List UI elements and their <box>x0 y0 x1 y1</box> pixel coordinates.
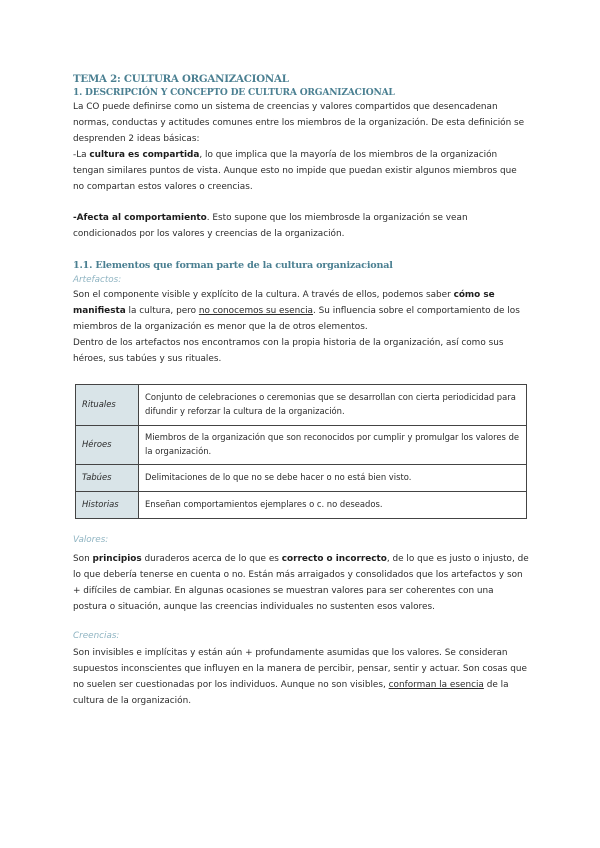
artefactos-text-a: Son el componente visible y explícito de la cultura. A través de ellos, podemos saber <box>73 290 454 301</box>
artefactos-paragraph-2: Dentro de los artefactos nos encontramos con la propia historia de la organización, así como sus héroes, sus tabúes y sus rituales. <box>73 337 504 364</box>
artefactos-bold: cómo se manifiesta <box>73 290 495 317</box>
idea-1-bold: cultura es compartida <box>89 149 200 160</box>
valores-text-b: duraderos acerca de lo que es <box>141 553 282 564</box>
document-page <box>73 72 529 710</box>
valores-label: Valores: <box>73 534 109 545</box>
table-row <box>76 425 527 464</box>
valores-bold-1: principios <box>92 553 142 564</box>
creencias-paragraph <box>73 646 529 710</box>
artefactos-text-b: la cultura, pero <box>125 306 199 317</box>
table-term: Rituales <box>76 384 139 425</box>
table-row <box>76 491 527 518</box>
table-desc: Miembros de la organización que son reconocidos por cumplir y promulgar los valores de la organización. <box>139 425 527 464</box>
idea-1-paragraph <box>73 148 529 196</box>
artefactos-paragraph-1 <box>73 288 529 336</box>
table-term: Historias <box>76 491 139 518</box>
section-1-heading: 1. DESCRIPCIÓN Y CONCEPTO DE CULTURA ORGANIZACIONAL <box>73 87 395 98</box>
table-term: Héroes <box>76 425 139 464</box>
creencias-underline: conforman la esencia <box>388 680 484 691</box>
idea-2-bold: -Afecta al comportamiento <box>73 213 207 224</box>
artefactos-underline: no conocemos su esencia <box>198 306 313 317</box>
valores-text-a: Son <box>73 553 93 564</box>
idea-2-paragraph <box>73 211 529 243</box>
artefactos-label: Artefactos: <box>73 275 122 286</box>
valores-bold-2: correcto o incorrecto <box>281 553 387 564</box>
idea-1-rest: , lo que implica que la mayoría de los miembros de la organización tengan similares puntos de vista. Aunque esto no impide que puedan existir algunos miembros que no compartan estos valores o creencias. <box>73 149 517 192</box>
table-term: Tabúes <box>76 464 139 491</box>
creencias-text-a: Son invisibles e implícitas y están aún + profundamente asumidas que los valores. Se consideran supuestos inconscientes que influyen en la manera de percibir, pensar, sentir y actuar. Son cosas que no suelen ser cuestionadas por los individuos. Aunque no son visibles, <box>73 648 527 691</box>
document-title: TEMA 2: CULTURA ORGANIZACIONAL <box>73 73 289 85</box>
section-1-1-heading: 1.1. Elementos que forman parte de la cultura organizacional <box>73 260 393 272</box>
idea-1-prefix: -La <box>73 149 90 160</box>
idea-2-rest: . Esto supone que los miembrosde la organización se vean condicionados por los valores y creencias de la organización. <box>73 213 468 240</box>
artefactos-text-c: . Su influencia sobre el comportamiento de los miembros de la organización es menor que la de otros elementos. <box>73 306 520 333</box>
valores-paragraph <box>73 552 529 616</box>
table-row <box>76 464 527 491</box>
table-desc: Delimitaciones de lo que no se debe hacer o no está bien visto. <box>139 464 527 491</box>
section-1-intro: La CO puede definirse como un sistema de creencias y valores compartidos que desencadenan normas, conductas y actitudes comunes entre los miembros de la organización. De esta definición se desprenden 2 ideas básicas: <box>73 102 525 144</box>
table-desc: Enseñan comportamientos ejemplares o c. no deseados. <box>139 491 527 518</box>
artefactos-table <box>75 384 527 519</box>
creencias-text-b: de la cultura de la organización. <box>73 680 509 707</box>
table-desc: Conjunto de celebraciones o ceremonias que se desarrollan con cierta periodicidad para difundir y reforzar la cultura de la organización. <box>139 384 527 425</box>
creencias-label: Creencias: <box>73 631 120 642</box>
table-row <box>76 384 527 425</box>
valores-text-c: , de lo que es justo o injusto, de lo que debería tenerse en cuenta o no. Están más arraigados y consolidados que los artefactos y son + difíciles de cambiar. En algunas ocasiones se muestran valores para ser coherentes con una postura o situación, aunque las creencias individuales no sustenten esos valores. <box>73 553 529 612</box>
